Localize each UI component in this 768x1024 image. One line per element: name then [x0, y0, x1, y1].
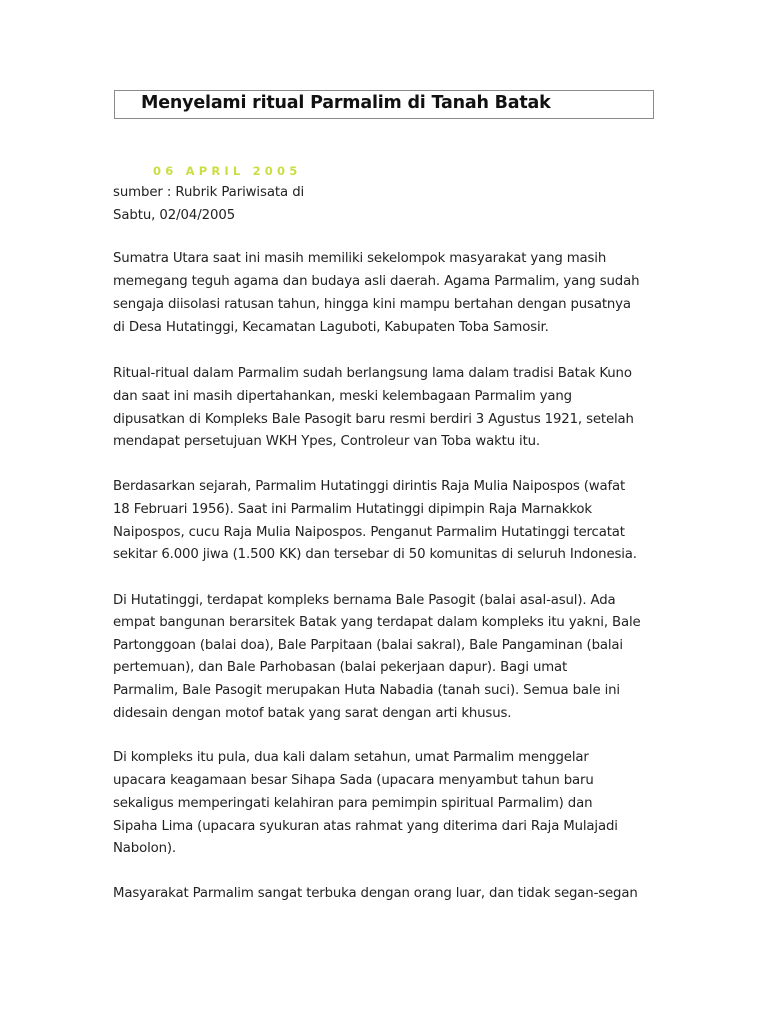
paragraph-5-line: Di kompleks itu pula, dua kali dalam setahun, umat Parmalim menggelar: [113, 750, 589, 765]
article-title-box: [114, 90, 654, 119]
paragraph-4-line: Parmalim, Bale Pasogit merupakan Huta Nabadia (tanah suci). Semua bale ini: [113, 683, 620, 698]
paragraph-1-line: sengaja diisolasi ratusan tahun, hingga kini mampu bertahan dengan pusatnya: [113, 297, 631, 312]
paragraph-5-line: upacara keagamaan besar Sihapa Sada (upacara menyambut tahun baru: [113, 773, 594, 788]
paragraph-3-line: 18 Februari 1956). Saat ini Parmalim Hutatinggi dipimpin Raja Marnakkok: [113, 502, 592, 517]
paragraph-5-line: Nabolon).: [113, 841, 176, 856]
paragraph-6-line: Masyarakat Parmalim sangat terbuka dengan orang luar, dan tidak segan-segan: [113, 886, 638, 901]
paragraph-3-line: Naipospos, cucu Raja Mulia Naipospos. Penganut Parmalim Hutatinggi tercatat: [113, 525, 625, 540]
paragraph-2-line: mendapat persetujuan WKH Ypes, Controleur van Toba waktu itu.: [113, 434, 541, 449]
paragraph-5-line: sekaligus memperingati kelahiran para pemimpin spiritual Parmalim) dan: [113, 796, 593, 811]
source-line-1: sumber : Rubrik Pariwisata di: [113, 185, 305, 200]
paragraph-2-line: dan saat ini masih dipertahankan, meski kelembagaan Parmalim yang: [113, 389, 572, 404]
paragraph-2-line: dipusatkan di Kompleks Bale Pasogit baru resmi berdiri 3 Agustus 1921, setelah: [113, 412, 634, 427]
article-date: 06 APRIL 2005: [153, 164, 302, 178]
paragraph-4-line: Di Hutatinggi, terdapat kompleks bernama Bale Pasogit (balai asal-asul). Ada: [113, 593, 616, 608]
paragraph-1-line: memegang teguh agama dan budaya asli daerah. Agama Parmalim, yang sudah: [113, 274, 640, 289]
paragraph-4-line: didesain dengan motof batak yang sarat dengan arti khusus.: [113, 706, 512, 721]
source-line-2: Sabtu, 02/04/2005: [113, 208, 236, 223]
paragraph-3-line: sekitar 6.000 jiwa (1.500 KK) dan tersebar di 50 komunitas di seluruh Indonesia.: [113, 547, 637, 562]
paragraph-4-line: Partonggoan (balai doa), Bale Parpitaan (balai sakral), Bale Pangaminan (balai: [113, 638, 623, 653]
paragraph-3-line: Berdasarkan sejarah, Parmalim Hutatinggi dirintis Raja Mulia Naipospos (wafat: [113, 479, 626, 494]
article-title: Menyelami ritual Parmalim di Tanah Batak: [141, 93, 551, 113]
paragraph-2-line: Ritual-ritual dalam Parmalim sudah berlangsung lama dalam tradisi Batak Kuno: [113, 366, 632, 381]
paragraph-1-line: di Desa Hutatinggi, Kecamatan Laguboti, Kabupaten Toba Samosir.: [113, 320, 549, 335]
paragraph-4-line: empat bangunan berarsitek Batak yang terdapat dalam kompleks itu yakni, Bale: [113, 615, 641, 630]
paragraph-5-line: Sipaha Lima (upacara syukuran atas rahmat yang diterima dari Raja Mulajadi: [113, 819, 618, 834]
paragraph-4-line: pertemuan), dan Bale Parhobasan (balai pekerjaan dapur). Bagi umat: [113, 660, 568, 675]
paragraph-1-line: Sumatra Utara saat ini masih memiliki sekelompok masyarakat yang masih: [113, 251, 607, 266]
